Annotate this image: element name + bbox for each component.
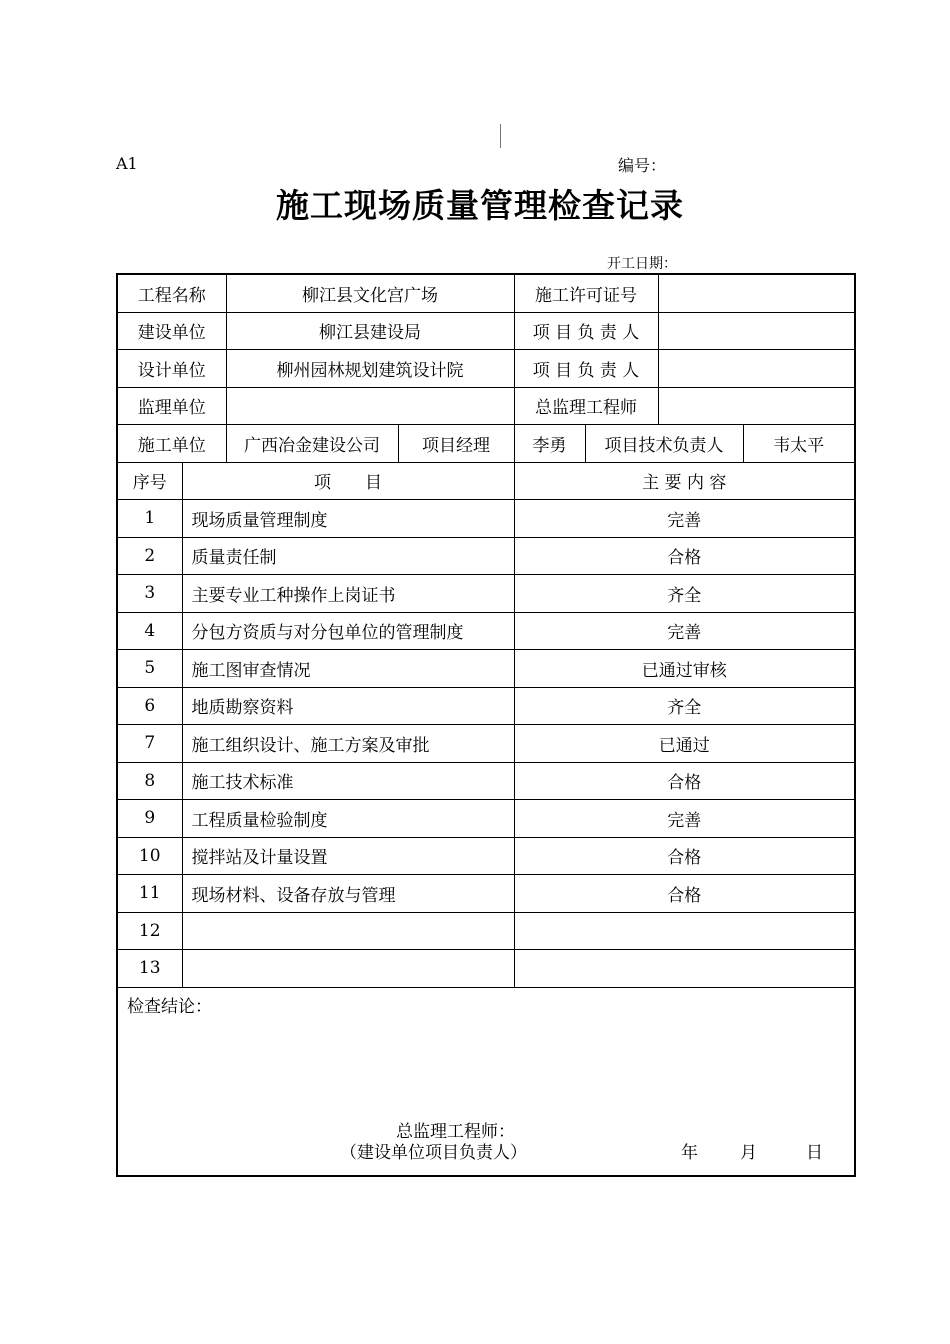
tech-lead-label: 项目技术负责人 xyxy=(585,425,743,463)
row-item: 主要专业工种操作上岗证书 xyxy=(182,575,514,613)
table-row xyxy=(117,875,855,913)
builder-manager-label: 项 目 负 责 人 xyxy=(514,312,658,350)
row-number: 6 xyxy=(117,687,182,725)
text-cursor-mark xyxy=(500,124,501,148)
row-item[interactable] xyxy=(182,950,514,988)
info-row-designer xyxy=(117,350,855,388)
row-content: 合格 xyxy=(514,837,855,875)
column-header-item: 项 目 xyxy=(182,462,514,500)
row-number: 10 xyxy=(117,837,182,875)
row-content[interactable] xyxy=(514,912,855,950)
row-number: 11 xyxy=(117,875,182,913)
builder-representative-label: （建设单位项目负责人） xyxy=(340,1142,527,1163)
supervisor-value[interactable] xyxy=(226,387,514,425)
row-number: 2 xyxy=(117,537,182,575)
conclusion-cell[interactable] xyxy=(117,987,855,1176)
designer-manager-label: 项 目 负 责 人 xyxy=(514,350,658,388)
row-item: 质量责任制 xyxy=(182,537,514,575)
checklist-header-row xyxy=(117,462,855,500)
row-content: 合格 xyxy=(514,875,855,913)
table-row xyxy=(117,612,855,650)
row-item: 搅拌站及计量设置 xyxy=(182,837,514,875)
row-content: 完善 xyxy=(514,500,855,538)
designer-value: 柳州园林规划建筑设计院 xyxy=(226,350,514,388)
column-header-no: 序号 xyxy=(117,462,182,500)
row-number: 1 xyxy=(117,500,182,538)
project-manager-label: 项目经理 xyxy=(398,425,514,463)
column-header-content: 主 要 内 容 xyxy=(514,462,855,500)
table-row xyxy=(117,725,855,763)
table-row xyxy=(117,650,855,688)
serial-number-label: 编号： xyxy=(618,156,667,175)
table-row xyxy=(117,537,855,575)
info-row-builder xyxy=(117,312,855,350)
designer-label: 设计单位 xyxy=(117,350,226,388)
row-item[interactable] xyxy=(182,912,514,950)
info-row-project xyxy=(117,274,855,312)
row-content: 已通过审核 xyxy=(514,650,855,688)
tech-lead-value: 韦太平 xyxy=(743,425,855,463)
contractor-value: 广西冶金建设公司 xyxy=(226,425,398,463)
date-month-label: 月 xyxy=(740,1142,757,1163)
table-row xyxy=(117,912,855,950)
table-row xyxy=(117,500,855,538)
contractor-label: 施工单位 xyxy=(117,425,226,463)
conclusion-label: 检查结论： xyxy=(127,996,212,1017)
start-date-label: 开工日期： xyxy=(607,256,677,272)
row-content[interactable] xyxy=(514,950,855,988)
table-row xyxy=(117,575,855,613)
supervisor-label: 监理单位 xyxy=(117,387,226,425)
date-year-label: 年 xyxy=(681,1142,698,1163)
date-day-label: 日 xyxy=(806,1142,823,1163)
row-content: 合格 xyxy=(514,762,855,800)
info-row-supervisor xyxy=(117,387,855,425)
table-row xyxy=(117,800,855,838)
table-row xyxy=(117,687,855,725)
row-content: 齐全 xyxy=(514,687,855,725)
table-row xyxy=(117,762,855,800)
builder-manager-value[interactable] xyxy=(658,312,855,350)
permit-value[interactable] xyxy=(658,274,855,312)
row-number: 3 xyxy=(117,575,182,613)
row-number: 8 xyxy=(117,762,182,800)
project-name-label: 工程名称 xyxy=(117,274,226,312)
row-item: 施工技术标准 xyxy=(182,762,514,800)
row-content: 完善 xyxy=(514,800,855,838)
permit-label: 施工许可证号 xyxy=(514,274,658,312)
row-number: 9 xyxy=(117,800,182,838)
project-name-value: 柳江县文化宫广场 xyxy=(226,274,514,312)
row-item: 施工图审查情况 xyxy=(182,650,514,688)
row-content: 合格 xyxy=(514,537,855,575)
row-content: 完善 xyxy=(514,612,855,650)
row-number: 4 xyxy=(117,612,182,650)
page-title: 施工现场质量管理检查记录 xyxy=(276,186,684,225)
chief-engineer-label: 总监理工程师 xyxy=(514,387,658,425)
row-item: 工程质量检验制度 xyxy=(182,800,514,838)
builder-label: 建设单位 xyxy=(117,312,226,350)
chief-engineer-signature-label: 总监理工程师： xyxy=(396,1121,515,1142)
table-row xyxy=(117,950,855,988)
project-manager-value: 李勇 xyxy=(514,425,585,463)
table-row xyxy=(117,837,855,875)
row-content: 齐全 xyxy=(514,575,855,613)
chief-engineer-value[interactable] xyxy=(658,387,855,425)
designer-manager-value[interactable] xyxy=(658,350,855,388)
builder-value: 柳江县建设局 xyxy=(226,312,514,350)
row-number: 12 xyxy=(117,912,182,950)
form-code: A1 xyxy=(116,154,138,173)
row-item: 分包方资质与对分包单位的管理制度 xyxy=(182,612,514,650)
row-item: 现场质量管理制度 xyxy=(182,500,514,538)
row-number: 13 xyxy=(117,950,182,988)
row-content: 已通过 xyxy=(514,725,855,763)
inspection-table xyxy=(116,273,856,1177)
row-item: 地质勘察资料 xyxy=(182,687,514,725)
row-number: 5 xyxy=(117,650,182,688)
row-item: 施工组织设计、施工方案及审批 xyxy=(182,725,514,763)
info-row-contractor xyxy=(117,425,855,463)
row-item: 现场材料、设备存放与管理 xyxy=(182,875,514,913)
conclusion-row xyxy=(117,987,855,1176)
row-number: 7 xyxy=(117,725,182,763)
